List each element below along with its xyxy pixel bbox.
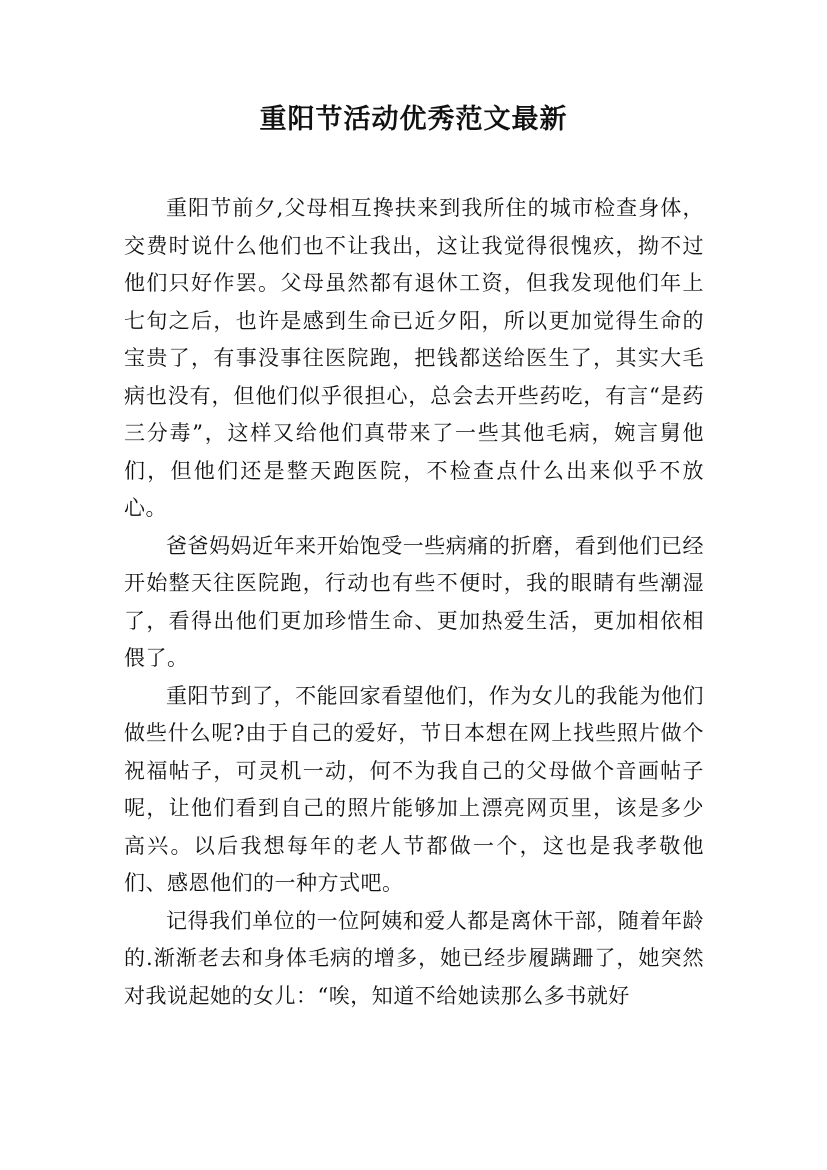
document-title: 重阳节活动优秀范文最新 (259, 104, 568, 135)
document-body (124, 190, 704, 1015)
paragraph-1: 重阳节前夕,父母相互搀扶来到我所住的城市检查身体，交费时说什么他们也不让我出，这让我觉得很愧疚，拗不过他们只好作罢。父母虽然都有退休工资，但我发现他们年上七旬之后，也许是感到生命已近夕阳，所以更加觉得生命的宝贵了，有事没事往医院跑，把钱都送给医生了，其实大毛病也没有，但他们似乎很担心，总会去开些药吃，有言“是药三分毒”，这样又给他们真带来了一些其他毛病，婉言舅他们，但他们还是整天跑医院，不检查点什么出来似乎不放心。 (124, 196, 704, 520)
paragraph-2: 爸爸妈妈近年来开始饱受一些病痛的折磨，看到他们已经开始整天往医院跑，行动也有些不便时，我的眼睛有些潮湿了，看得出他们更加珍惜生命、更加热爱生活，更加相依相偎了。 (124, 533, 704, 670)
paragraph-3: 重阳节到了，不能回家看望他们，作为女儿的我能为他们做些什么呢?由于自己的爱好，节日本想在网上找些照片做个祝福帖子，可灵机一动，何不为我自己的父母做个音画帖子呢，让他们看到自己的照片能够加上漂亮网页里，该是多少高兴。以后我想每年的老人节都做一个，这也是我孝敬他们、感恩他们的一种方式吧。 (124, 683, 704, 895)
paragraph-4: 记得我们单位的一位阿姨和爱人都是离休干部，随着年龄的.渐渐老去和身体毛病的增多，她已经步履蹒跚了，她突然对我说起她的女儿：“唉，知道不给她读那么多书就好 (124, 908, 704, 1008)
